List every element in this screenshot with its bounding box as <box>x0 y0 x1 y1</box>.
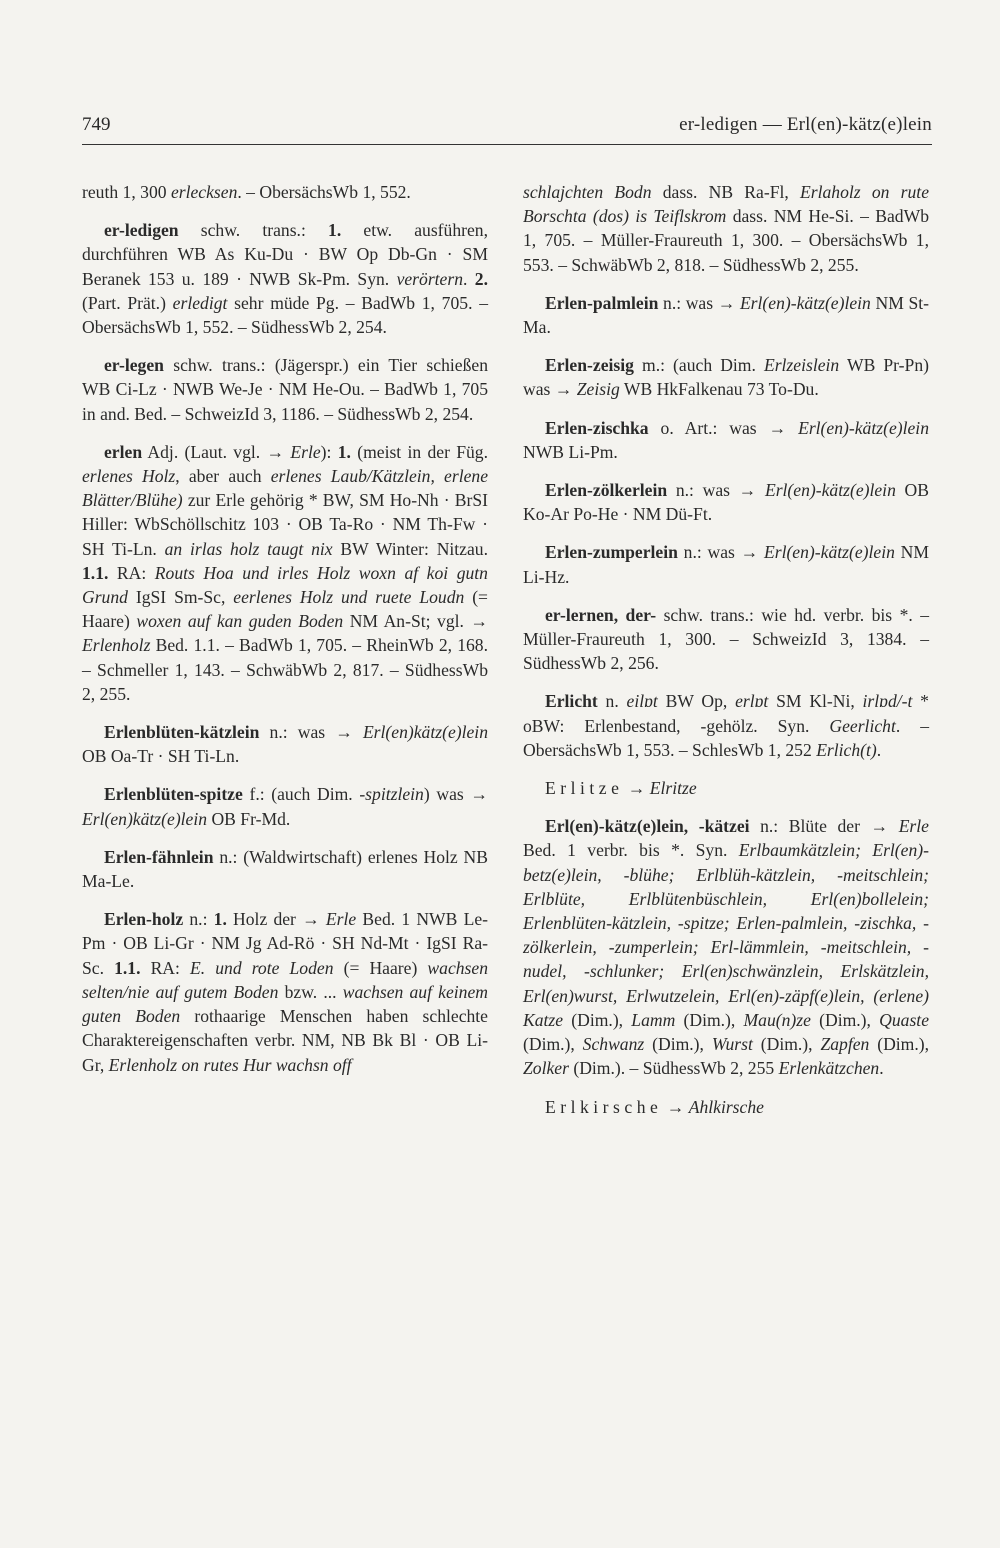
lemma: Erlitze <box>545 778 624 799</box>
entry-er-lernen: er-lernen, der- schw. trans.: wie hd. verbr. bis *. – Müller-Fraureuth 1, 300. – SchweizId 3, 1384. – SüdhessWb 2, 256. <box>523 604 929 674</box>
entry-erlitze: Erlitze → Elritze <box>545 778 697 799</box>
lemma: er-lernen, der- <box>545 604 657 625</box>
entry-continuation: reuth 1, 300 erlecksen. – ObersächsWb 1, 552. <box>82 182 411 202</box>
lemma: Erlen-zölkerlein <box>545 480 668 501</box>
entry-erl-kaetzlein: Erl(en)-kätz(e)lein, -kätzei n.: Blüte der → Erle Bed. 1 verbr. bis *. Syn. Erlbaumkätzlein; Erl(en)-betz(e)lein, -blühe; Erlblüh-kätzlein, -meitschlein; Erlblüte, Erlblütenbüschlein, Erl(en)bollelein; Erlenblüten-kätzlein, -spitze; Erlen-palmlein, -zischka, -zölkerlein, -zumperlein; Erl-lämmlein, -meitschlein, -nudel, -schlunker; Erl(en)schwänzlein, Erlskätzlein, Erl(en)wurst, Erlwutzelein, Erl(en)-zäpf(e)lein, (erlene) Katze (Dim.), Lamm (Dim.), Mau(n)ze (Dim.), Quaste (Dim.), Schwanz (Dim.), Wurst (Dim.), Zapfen (Dim.), Zolker (Dim.). – SüdhessWb 2, 255 Erlenkätzchen. <box>523 816 929 1079</box>
lemma: Erlkirsche <box>545 1096 663 1117</box>
entry-erlen-palmlein: Erlen-palmlein n.: was → Erl(en)-kätz(e)lein NM St-Ma. <box>523 292 929 338</box>
left-column <box>82 180 488 1091</box>
lemma: Erlen-zumperlein <box>545 542 678 563</box>
lemma: erlen <box>104 441 143 462</box>
lemma: Erlen-zischka <box>545 417 649 438</box>
page-number: 749 <box>82 114 111 135</box>
entry-er-legen: er-legen schw. trans.: (Jägerspr.) ein Tier schießen WB Ci-Lz · NWB We-Je · NM He-Ou. – BadWb 1, 705 in and. Bed. – SchweizId 3, 1186. – SüdhessWb 2, 254. <box>82 355 488 424</box>
entry-erlicht: Erlicht n. eilɒt BW Op, erlɒt SM Kl-Ni, irlɒd/-t * oBW: Erlenbestand, -gehölz. Syn. Geerlicht. – ObersächsWb 1, 553. – SchlesWb 1, 252 Erlich(t). <box>523 691 929 760</box>
lemma: Erlenblüten-kätzlein <box>104 722 260 743</box>
lemma: Erlen-zeisig <box>545 355 634 376</box>
entry-erlen: erlen Adj. (Laut. vgl. → Erle): 1. (meist in der Füg. erlenes Holz, aber auch erlenes Laub/Kätzlein, erlene Blätter/Blühe) zur Erle gehörig * BW, SM Ho-Nh · BrSI Hiller: WbSchöllschitz 103 · OB Ta-Ro · NM Th-Fw · SH Ti-Ln. an irlas holz taugt nix BW Winter: Nitzau. 1.1. RA: Routs Hoa und irles Holz woxn af koi gutn Grund IgSI Sm-Sc, eerlenes Holz und ruete Loudn (= Haare) woxen auf kan guden Boden NM An-St; vgl. → Erlenholz Bed. 1.1. – BadWb 1, 705. – RheinWb 2, 168. – Schmeller 1, 143. – SchwäbWb 2, 817. – SüdhessWb 2, 255. <box>82 441 489 704</box>
lemma: Erlen-holz <box>104 909 184 930</box>
right-column <box>523 180 929 1133</box>
lemma: Erlen-palmlein <box>545 292 659 313</box>
entry-er-ledigen: er-ledigen schw. trans.: 1. etw. ausführen, durchführen WB As Ku-Du · BW Op Db-Gn · SM Beranek 153 u. 189 · NWB Sk-Pm. Syn. verörtern. 2. (Part. Prät.) erledigt sehr müde Pg. – BadWb 1, 705. – ObersächsWb 1, 552. – SüdhessWb 2, 254. <box>82 220 488 338</box>
page-header <box>82 114 932 145</box>
entry-erlenblueten-spitze: Erlenblüten-spitze f.: (auch Dim. -spitzlein) was → Erl(en)kätz(e)lein OB Fr-Md. <box>82 784 488 829</box>
entry-erlen-zoelkerlein: Erlen-zölkerlein n.: was → Erl(en)-kätz(e)lein OB Ko-Ar Po-He · NM Dü-Ft. <box>523 480 930 525</box>
lemma: er-legen <box>104 355 164 376</box>
lemma: Erl(en)-kätz(e)lein, -kätzei <box>545 816 750 837</box>
lemma: Erlen-fähnlein <box>104 846 214 867</box>
lemma: Erlenblüten-spitze <box>104 784 243 805</box>
entry-erlkirsche: Erlkirsche → Ahlkirsche <box>545 1096 764 1117</box>
running-head: er-ledigen — Erl(en)-kätz(e)lein <box>679 114 932 135</box>
entry-erlen-faehnlein: Erlen-fähnlein n.: (Waldwirtschaft) erlenes Holz NB Ma-Le. <box>82 846 488 892</box>
entry-erlen-zeisig: Erlen-zeisig m.: (auch Dim. Erlzeislein WB Pr-Pn) was → Zeisig WB HkFalkenau 73 To-Du. <box>523 355 929 400</box>
lemma: er-ledigen <box>104 220 179 241</box>
entry-continuation: schlajchten Bodn dass. NB Ra-Fl, Erlaholz on rute Borschta (dos) is Teiflskrom dass. NM He-Si. – BadWb 1, 705. – Müller-Fraureuth 1, 300. – ObersächsWb 1, 553. – SchwäbWb 2, 818. – SüdhessWb 2, 255. <box>523 182 930 275</box>
entry-erlen-zumperlein: Erlen-zumperlein n.: was → Erl(en)-kätz(e)lein NM Li-Hz. <box>523 542 929 587</box>
lemma: Erlicht <box>545 691 598 712</box>
entry-erlen-holz: Erlen-holz n.: 1. Holz der → Erle Bed. 1 NWB Le-Pm · OB Li-Gr · NM Jg Ad-Rö · SH Nd-Mt · IgSI Ra-Sc. 1.1. RA: E. und rote Loden (= Haare) wachsen selten/nie auf gutem Boden bzw. ... wachsen auf keinem guten Boden rothaarige Menschen haben schlechte Charaktereigenschaften verbr. NM, NB Bk Bl · OB Li-Gr, Erlenholz on rutes Hur wachsn off <box>82 909 489 1075</box>
entry-erlenblueten-kaetzlein: Erlenblüten-kätzlein n.: was → Erl(en)kätz(e)lein OB Oa-Tr · SH Ti-Ln. <box>82 722 488 767</box>
entry-erlen-zischka: Erlen-zischka o. Art.: was → Erl(en)-kätz(e)lein NWB Li-Pm. <box>523 417 929 462</box>
